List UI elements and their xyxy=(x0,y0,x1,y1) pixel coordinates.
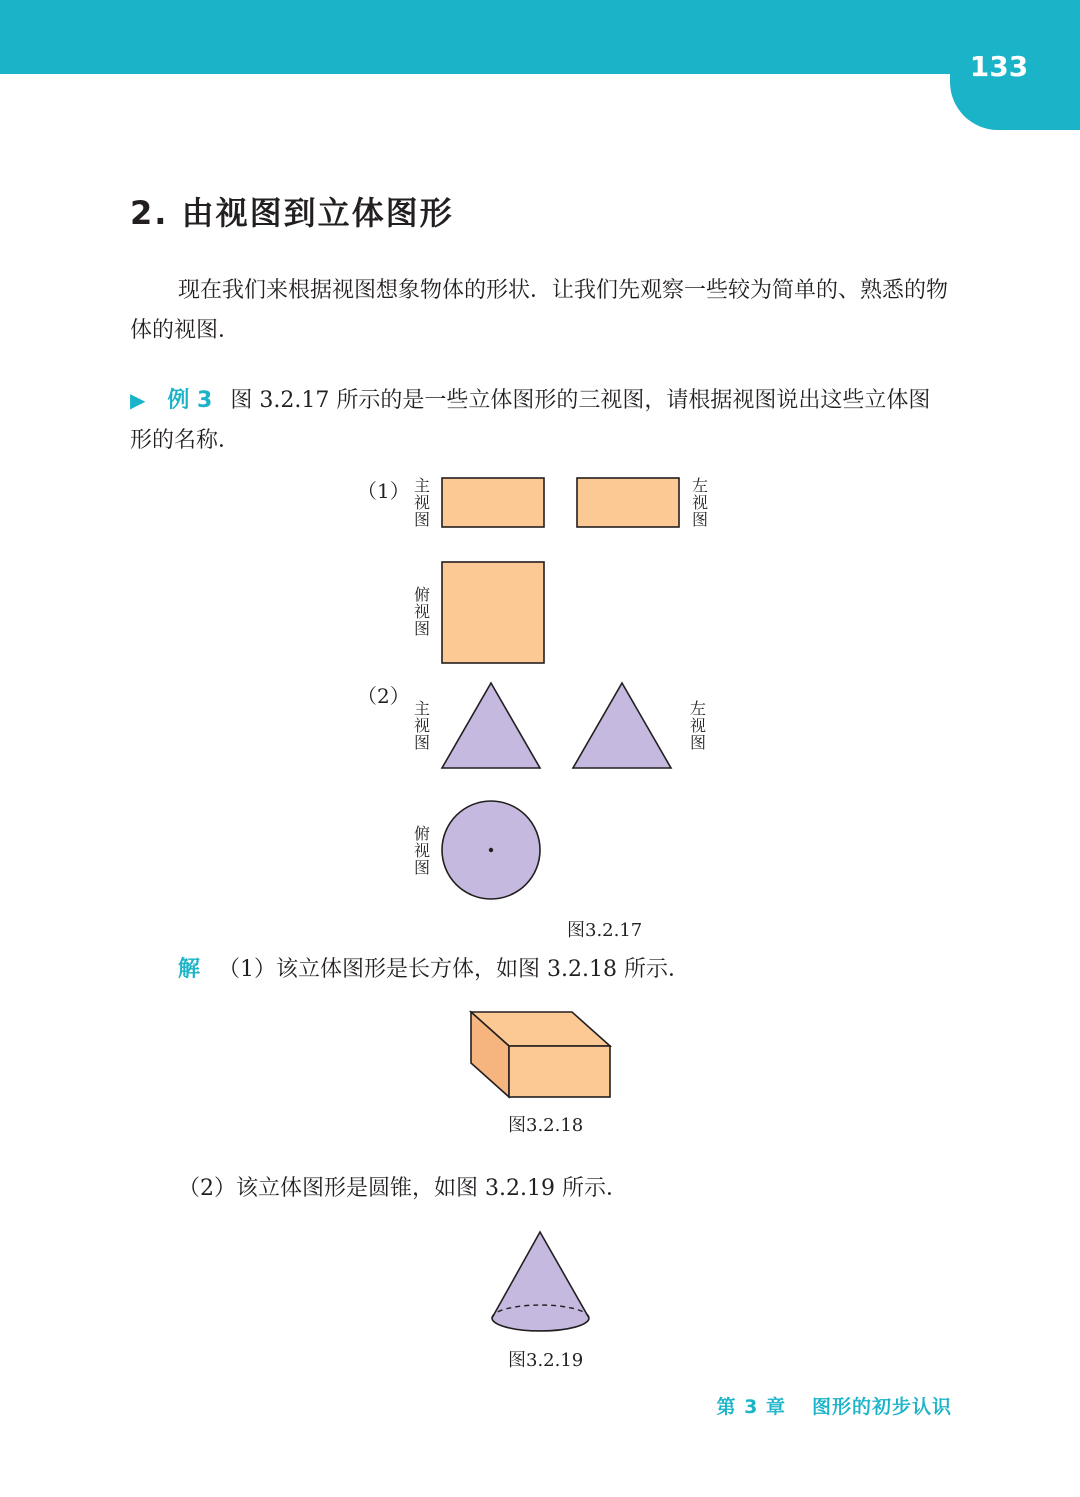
cuboid-3d xyxy=(471,1012,610,1097)
figure-18-caption: 图3.2.18 xyxy=(508,1115,584,1136)
cone-3d xyxy=(492,1232,589,1331)
example-label: 例 3 xyxy=(167,388,213,413)
page-number: 133 xyxy=(969,50,1029,83)
example-text: 图 3.2.17 所示的是一些立体图形的三视图，请根据视图说出这些立体图形的名称． xyxy=(130,388,931,453)
figure-17-caption: 图3.2.17 xyxy=(567,920,643,941)
top-view-label-1: 俯视图 xyxy=(413,585,430,638)
solution-line-1-text: （1）该立体图形是长方体，如图 3.2.18 所示． xyxy=(218,957,690,982)
part-2-number: （2） xyxy=(357,684,410,708)
solution-line-2: （2）该立体图形是圆锥，如图 3.2.19 所示． xyxy=(178,1176,628,1201)
cone-left-view xyxy=(573,683,671,768)
intro-text: 现在我们来根据视图想象物体的形状．让我们先观察一些较为简单的、熟悉的物体的视图． xyxy=(130,278,949,343)
cuboid-front-view xyxy=(442,478,544,527)
part-1-number: （1） xyxy=(357,479,410,503)
front-view-label-1: 主视图 xyxy=(413,476,430,529)
left-view-label-2: 左视图 xyxy=(689,699,706,752)
cone-apex-dot xyxy=(489,848,493,852)
cuboid-top-view xyxy=(442,562,544,663)
chapter-footer xyxy=(717,1392,952,1419)
figure-19-caption: 图3.2.19 xyxy=(508,1350,584,1371)
solution-line-1 xyxy=(178,952,690,983)
play-triangle-icon: ▶ xyxy=(130,388,146,412)
left-view-label-1: 左视图 xyxy=(691,476,708,529)
top-view-label-2: 俯视图 xyxy=(413,824,430,877)
footer-chapter: 第 3 章 xyxy=(716,1396,786,1418)
solution-label: 解 xyxy=(178,956,201,982)
cuboid-left-view xyxy=(577,478,679,527)
footer-title: 图形的初步认识 xyxy=(811,1396,952,1418)
front-view-label-2: 主视图 xyxy=(413,699,430,752)
cone-front-view xyxy=(442,683,540,768)
section-title: 2. 由视图到立体图形 xyxy=(130,194,454,232)
